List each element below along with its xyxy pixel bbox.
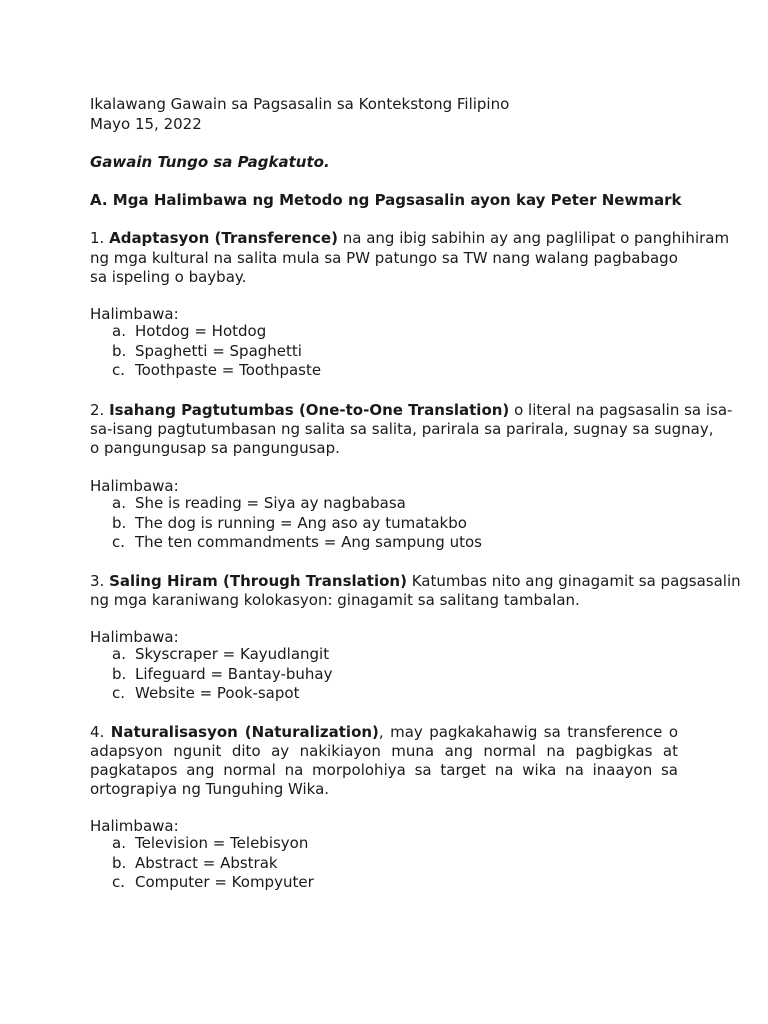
list-item: b. The dog is running = Ang aso ay tumatakbo (112, 513, 467, 532)
item-term: Saling Hiram (Through Translation) (109, 572, 407, 590)
item-1-line-2: ng mga kultural na salita mula sa PW patungo sa TW nang walang pagbabago (90, 249, 678, 267)
activity-title: Gawain Tungo sa Pagkatuto. (90, 153, 330, 171)
example-label: Halimbawa: (90, 817, 179, 835)
item-4-line-3: pagkatapos ang normal na morpolohiya sa target na wika na inaayon sa (90, 761, 678, 779)
item-number: 3. (90, 572, 105, 590)
item-2-line-2: sa-isang pagtutumbasan ng salita sa salita, parirala sa parirala, sugnay sa sugnay, (90, 420, 714, 438)
item-4-line-1: 4. Naturalisasyon (Naturalization), may pagkakahawig sa transference o (90, 723, 678, 741)
example-list (112, 322, 321, 381)
item-term: Naturalisasyon (Naturalization) (110, 723, 379, 741)
item-2-line-3: o pangungusap sa pangungusap. (90, 439, 340, 457)
item-number: 2. (90, 401, 105, 419)
item-1-line-1: 1. Adaptasyon (Transference) na ang ibig sabihin ay ang paglilipat o panghihiram (90, 229, 730, 247)
list-item: c. Toothpaste = Toothpaste (112, 361, 322, 379)
item-term: Isahang Pagtutumbas (One-to-One Translation) (109, 401, 510, 419)
list-item: a. She is reading = Siya ay nagbabasa (112, 494, 406, 512)
document-date: Mayo 15, 2022 (90, 115, 202, 133)
item-number: 1. (90, 229, 105, 247)
item-4-line-4: ortograpiya ng Tunguhing Wika. (90, 780, 330, 798)
item-4-line-2: adapsyon ngunit dito ay nakikiayon muna ang normal na pagbigkas at (90, 742, 678, 760)
item-3-line-1: 3. Saling Hiram (Through Translation) Katumbas nito ang ginagamit sa pagsasalin (90, 572, 741, 590)
list-item: c. The ten commandments = Ang sampung utos (112, 533, 482, 551)
item-1-line-3: sa ispeling o baybay. (90, 268, 247, 286)
list-item: c. Website = Pook-sapot (112, 684, 300, 702)
list-item: b. Abstract = Abstrak (112, 853, 278, 872)
example-label: Halimbawa: (90, 477, 179, 495)
example-list (112, 494, 482, 553)
list-item: a. Skyscraper = Kayudlangit (112, 645, 330, 663)
example-label: Halimbawa: (90, 305, 179, 323)
section-a-title: A. Mga Halimbawa ng Metodo ng Pagsasalin ayon kay Peter Newmark (90, 191, 682, 209)
item-3-line-2: ng mga karaniwang kolokasyon: ginagamit sa salitang tambalan. (90, 591, 580, 609)
item-term: Adaptasyon (Transference) (109, 229, 338, 247)
list-item: a. Television = Telebisyon (112, 834, 309, 852)
item-number: 4. (90, 723, 105, 741)
list-item: b. Lifeguard = Bantay-buhay (112, 664, 333, 683)
example-label: Halimbawa: (90, 628, 179, 646)
list-item: b. Spaghetti = Spaghetti (112, 341, 302, 360)
example-list (112, 834, 314, 893)
list-item: a. Hotdog = Hotdog (112, 322, 267, 340)
item-2-line-1: 2. Isahang Pagtutumbas (One-to-One Translation) o literal na pagsasalin sa isa- (90, 401, 733, 419)
example-list (112, 645, 332, 704)
document-title: Ikalawang Gawain sa Pagsasalin sa Kontekstong Filipino (90, 95, 510, 113)
list-item: c. Computer = Kompyuter (112, 873, 314, 891)
